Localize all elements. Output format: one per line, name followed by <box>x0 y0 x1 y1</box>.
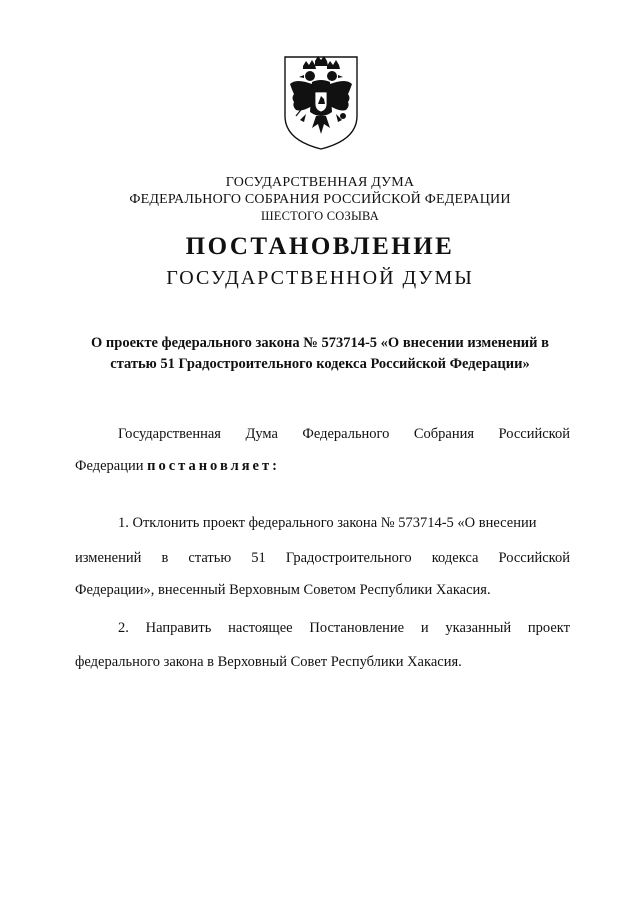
preamble-resolves: постановляет: <box>147 458 280 474</box>
document-type-title: ПОСТАНОВЛЕНИЕ <box>185 233 455 260</box>
item1-word: в <box>161 550 169 566</box>
preamble-word: Федерального <box>302 426 390 442</box>
preamble-word: Российской <box>498 426 570 442</box>
preamble-line-1 <box>118 424 570 444</box>
item1-line-3: Федерации», внесенный Верховным Советом Республики Хакасия. <box>75 582 491 598</box>
subject-line-1: О проекте федерального закона № 573714-5 «О внесении изменений в <box>91 335 549 351</box>
item1-word: 51 <box>251 550 266 566</box>
russian-coat-of-arms-icon <box>282 54 360 152</box>
item1-word: статью <box>188 550 232 566</box>
header-line-assembly: ФЕДЕРАЛЬНОГО СОБРАНИЯ РОССИЙСКОЙ ФЕДЕРАЦИИ <box>129 192 511 207</box>
preamble-word: Дума <box>245 426 278 442</box>
document-subject <box>70 333 570 375</box>
header-line-duma: ГОСУДАРСТВЕННАЯ ДУМА <box>225 175 415 190</box>
subject-line-2: статью 51 Градостроительного кодекса Российской Федерации» <box>110 356 530 372</box>
item2-word: Постановление <box>309 620 405 636</box>
preamble-prefix: Федерации <box>75 458 148 474</box>
header-line-convocation: ШЕСТОГО СОЗЫВА <box>260 209 380 223</box>
preamble-line-2 <box>75 456 280 476</box>
document-issuer-title: ГОСУДАРСТВЕННОЙ ДУМЫ <box>166 267 474 289</box>
item1-word: Градостроительного <box>285 550 412 566</box>
item2-word: указанный <box>445 620 512 636</box>
item1-line-1: 1. Отклонить проект федерального закона № 573714-5 «О внесении <box>118 515 537 531</box>
item1-word: Российской <box>498 550 570 566</box>
item2-line-2: федерального закона в Верховный Совет Республики Хакасия. <box>75 654 462 670</box>
item2-word: Направить <box>145 620 212 636</box>
item2-word: и <box>420 620 429 636</box>
preamble-word: Государственная <box>118 426 221 442</box>
item1-line-2 <box>75 548 570 568</box>
item2-word: проект <box>527 620 570 636</box>
preamble-word: Собрания <box>413 426 475 442</box>
item2-word: настоящее <box>228 620 293 636</box>
item1-word: изменений <box>75 550 142 566</box>
item2-line-1 <box>118 618 570 638</box>
item1-word: кодекса <box>431 550 479 566</box>
item2-word: 2. <box>118 620 129 636</box>
